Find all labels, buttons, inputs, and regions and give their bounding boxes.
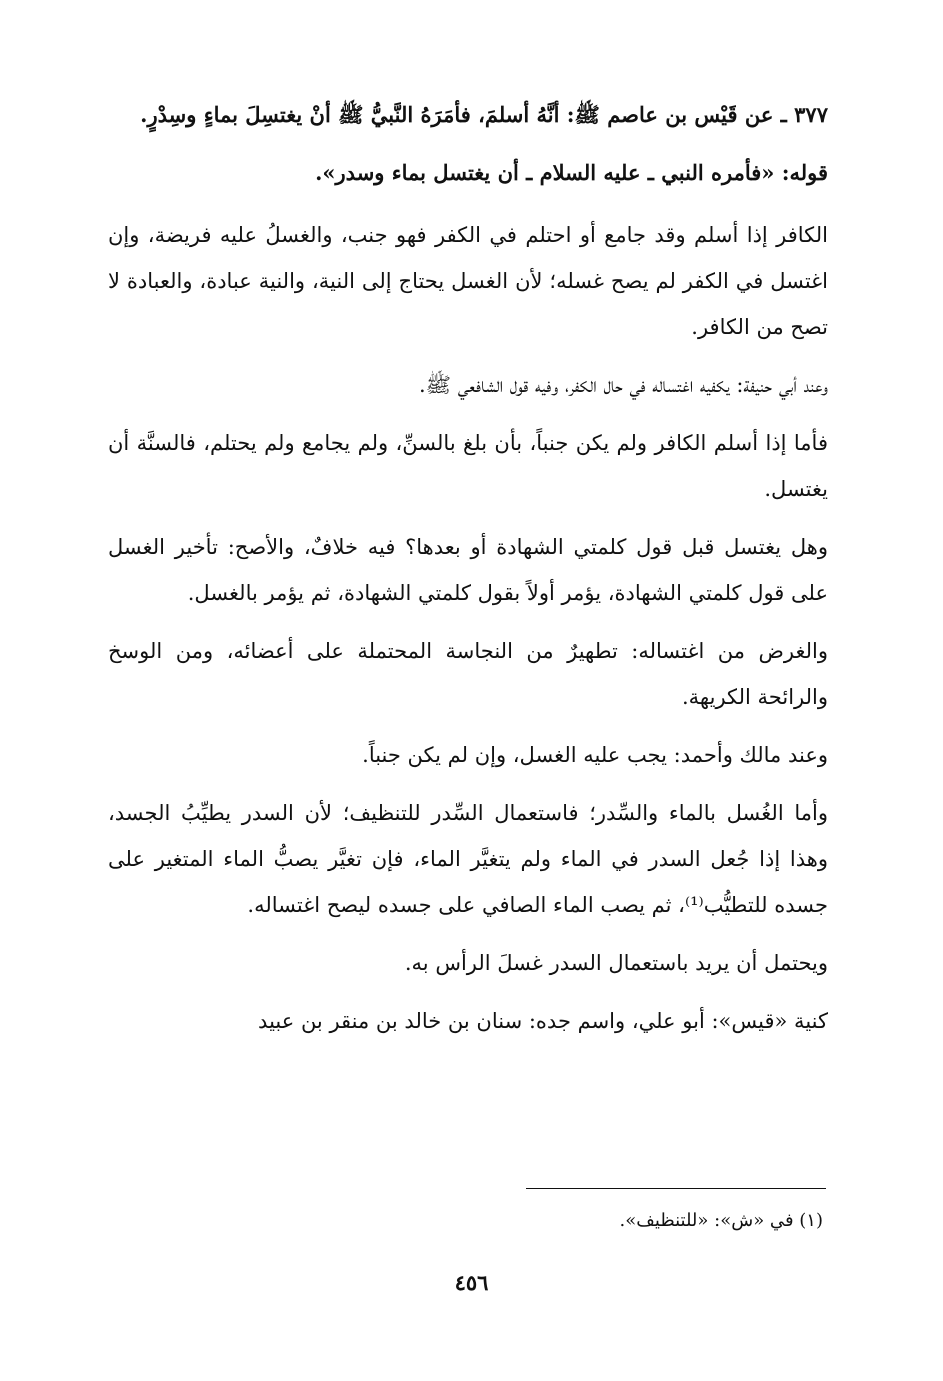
- footnote-divider: [526, 1188, 826, 1189]
- main-text: [108, 92, 828, 1056]
- paragraph-9: كنية «قيس»: أبو علي، واسم جده: سنان بن خالد بن منقر بن عبيد: [258, 1009, 828, 1033]
- quoted-statement: قوله: «فأمره النبي ـ عليه السلام ـ أن يغتسل بماء وسدر».: [315, 160, 828, 185]
- paragraph-7: وأما الغُسل بالماء والسِّدر؛ فاستعمال السِّدر للتنظيف؛ لأن السدر يطيِّبُ الجسد، وهذا إذا جُعل السدر في الماء ولم يتغيَّر الماء، فإن تغيَّر يصبُّ الماء المتغير على جسده للتطيُّب⁽¹⁾، ثم يصب الماء الصافي على جسده ليصح اغتساله.: [108, 801, 828, 917]
- hadith-text: ٣٧٧ ـ عن قَيْس بن عاصم ﷺ: أنَّهُ أسلمَ، فأمَرَهُ النَّبيُّ ﷺ أنْ يغتسِلَ بماءٍ وسِدْرٍ.: [140, 102, 828, 127]
- footnote: (١) في «ش»: «للتنظيف».: [619, 1210, 823, 1231]
- paragraph-3: فأما إذا أسلم الكافر ولم يكن جنباً، بأن بلغ بالسنِّ، ولم يجامع ولم يحتلم، فالسنَّة أن يغتسل.: [108, 431, 828, 501]
- paragraph-4: وهل يغتسل قبل قول كلمتي الشهادة أو بعدها؟ فيه خلافٌ، والأصح: تأخير الغسل على قول كلمتي الشهادة، يؤمر أولاً بقول كلمتي الشهادة، ثم يؤمر بالغسل.: [108, 535, 828, 605]
- paragraph-2: وعند أبي حنيفة: يكفيه اغتساله في حال الكفر، وفيه قول الشافعي ﷺ.: [419, 373, 828, 397]
- paragraph-1: الكافر إذا أسلم وقد جامع أو احتلم في الكفر فهو جنب، والغسلُ عليه فريضة، وإن اغتسل في الكفر لم يصح غسله؛ لأن الغسل يحتاج إلى النية، والنية عبادة، والعبادة لا تصح من الكافر.: [108, 223, 828, 339]
- paragraph-8: ويحتمل أن يريد باستعمال السدر غسلَ الرأس به.: [404, 951, 828, 975]
- paragraph-6: وعند مالك وأحمد: يجب عليه الغسل، وإن لم يكن جنباً.: [362, 743, 828, 767]
- paragraph-5: والغرض من اغتساله: تطهيرٌ من النجاسة المحتملة على أعضائه، ومن الوسخ والرائحة الكريهة.: [108, 639, 828, 709]
- page-number: ٤٥٦: [454, 1270, 489, 1295]
